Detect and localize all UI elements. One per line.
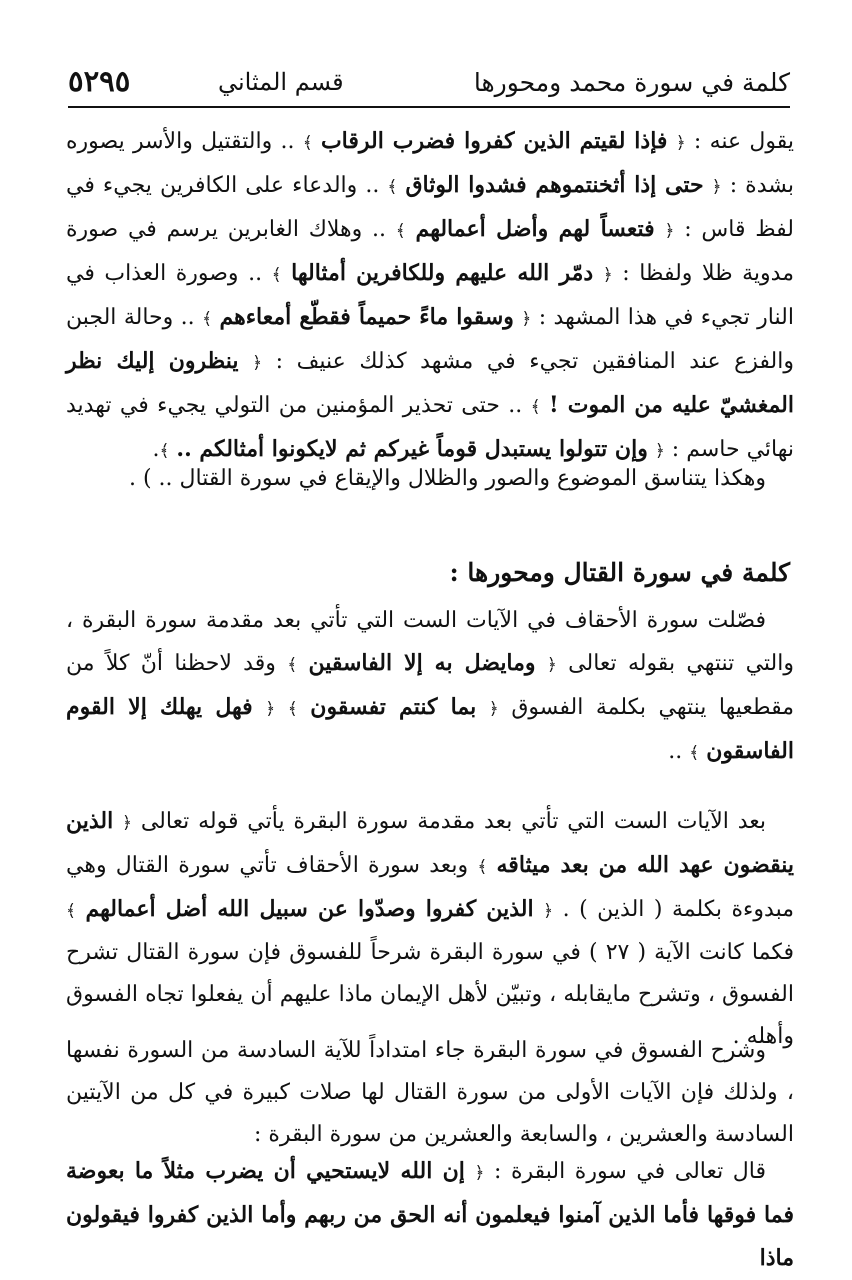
section-title: قسم المثاني: [218, 68, 344, 96]
ornament-icon: ﴿: [265, 699, 276, 719]
text: .. وصورة العذاب في النار تجيء في هذا المشهد :: [66, 261, 794, 330]
quran-quote: فهل يهلك إلا القوم الفاسقون: [66, 694, 794, 764]
quran-quote: وسقوا ماءً حميماً فقطّع أمعاءهم: [219, 304, 514, 330]
ornament-icon: ﴾: [271, 265, 282, 285]
ornament-icon: ﴿: [488, 699, 499, 719]
paragraph-5: [66, 1030, 794, 1156]
ornament-icon: ﴿: [675, 133, 686, 153]
ornament-icon: ﴾: [287, 699, 298, 719]
page-number: ٥٢٩٥: [68, 64, 131, 98]
text: ..: [668, 739, 683, 764]
text: .. وحالة الجبن والفزع عند المنافقين تجيء في مشهد كذلك عنيف :: [66, 305, 795, 374]
ornament-icon: ﴿: [543, 901, 554, 921]
text: .. والتقتيل والأسر يصوره بشدة :: [66, 129, 794, 198]
text: وبعد سورة الأحقاف تأتي سورة القتال وهي مبدوءة بكلمة ( الذين ) .: [66, 853, 794, 922]
text: فصّلت سورة الأحقاف في الآيات الست التي تأتي بعد مقدمة سورة البقرة ، والتي تنتهي بقوله تعالى: [66, 608, 794, 676]
ornament-icon: ﴿: [664, 221, 675, 241]
text: يقول عنه :: [693, 129, 794, 154]
quran-quote: إن الله لايستحيي أن يضرب مثلاً ما بعوضة فما فوقها فأما الذين آمنوا فيعلمون أنه الحق من ربهم وأما الذين كفروا فيقولون ماذا: [66, 1158, 794, 1271]
ornament-icon: ﴾: [477, 857, 488, 877]
ornament-icon: ﴿: [252, 353, 263, 373]
text: قال تعالى في سورة البقرة :: [494, 1159, 766, 1184]
ornament-icon: ﴿: [602, 265, 613, 285]
text: .. وهلاك الغابرين يرسم في صورة مدوية ظلا ولفظا :: [66, 217, 794, 286]
section-heading: كلمة في سورة القتال ومحورها :: [449, 558, 790, 587]
text: فكما كانت الآية ( ٢٧ ) في سورة البقرة شرحاً للفسوق فإن سورة القتال تشرح الفسوق ، وتشرح مايقابله ، وتبيّن لأهل الإيمان ماذا عليهم أن يفعلوا تجاه الفسوق وأهله .: [66, 940, 795, 1049]
page-header: [68, 62, 790, 108]
ornament-icon: ﴾: [159, 441, 170, 461]
ornament-icon: ﴾: [302, 133, 313, 153]
ornament-icon: ﴿: [122, 813, 133, 833]
text: وشرح الفسوق في سورة البقرة جاء امتداداً للآية السادسة من السورة نفسها ، ولذلك فإن الآيات الأولى من سورة القتال لها صلات كبيرة في كل من الآيتين السادسة والعشرين ، والسابعة والعشرين من سورة البقرة :: [66, 1038, 795, 1147]
text: وقد لاحظنا أنّ كلاً من مقطعيها ينتهي بكلمة الفسوق: [66, 651, 794, 720]
ornament-icon: ﴾: [202, 309, 213, 329]
quran-quote: حتى إذا أثخنتموهم فشدوا الوثاق: [405, 172, 704, 198]
paragraph-4: [66, 800, 794, 1058]
quran-quote: دمّر الله عليهم وللكافرين أمثالها: [291, 260, 594, 286]
text: .. حتى تحذير المؤمنين من التولي يجيء في تهديد نهائي حاسم :: [66, 393, 794, 462]
running-title: كلمة في سورة محمد ومحورها: [473, 68, 790, 97]
quran-quote: بما كنتم تفسقون: [310, 694, 477, 720]
text: وهكذا يتناسق الموضوع والصور والظلال والإيقاع في سورة القتال .. ) .: [128, 466, 766, 491]
ornament-icon: ﴾: [689, 743, 700, 763]
paragraph-6: [66, 1150, 794, 1280]
ornament-icon: ﴾: [530, 397, 541, 417]
ornament-icon: ﴿: [546, 655, 557, 675]
ornament-icon: ﴾: [395, 221, 406, 241]
quran-quote: فتعساً لهم وأضل أعمالهم: [415, 216, 655, 242]
text: .: [152, 437, 160, 462]
paragraph-1: [66, 120, 794, 472]
quran-quote: ومايضل به إلا الفاسقين: [308, 650, 536, 676]
quran-quote: وإن تتولوا يستبدل قوماً غيركم ثم لايكونوا أمثالكم ..: [176, 436, 648, 462]
ornament-icon: ﴾: [66, 901, 76, 921]
ornament-icon: ﴿: [654, 441, 665, 461]
paragraph-3: [66, 600, 794, 774]
quran-quote: الذين كفروا وصدّوا عن سبيل الله أضل أعمالهم: [85, 896, 534, 922]
quran-quote: ينظرون إليك نظر المغشيّ عليه من الموت !: [66, 348, 794, 418]
text: .. والدعاء على الكافرين يجيء في لفظ قاس :: [66, 173, 794, 242]
quran-quote: الذين ينقضون عهد الله من بعد ميثاقه: [66, 808, 795, 878]
text: بعد الآيات الست التي تأتي بعد مقدمة سورة البقرة يأتي قوله تعالى: [140, 809, 766, 834]
quran-quote: فإذا لقيتم الذين كفروا فضرب الرقاب: [320, 128, 668, 154]
ornament-icon: ﴿: [474, 1163, 485, 1183]
ornament-icon: ﴿: [711, 177, 722, 197]
ornament-icon: ﴾: [287, 655, 298, 675]
ornament-icon: ﴾: [387, 177, 398, 197]
ornament-icon: ﴿: [521, 309, 532, 329]
paragraph-2: [66, 458, 794, 500]
